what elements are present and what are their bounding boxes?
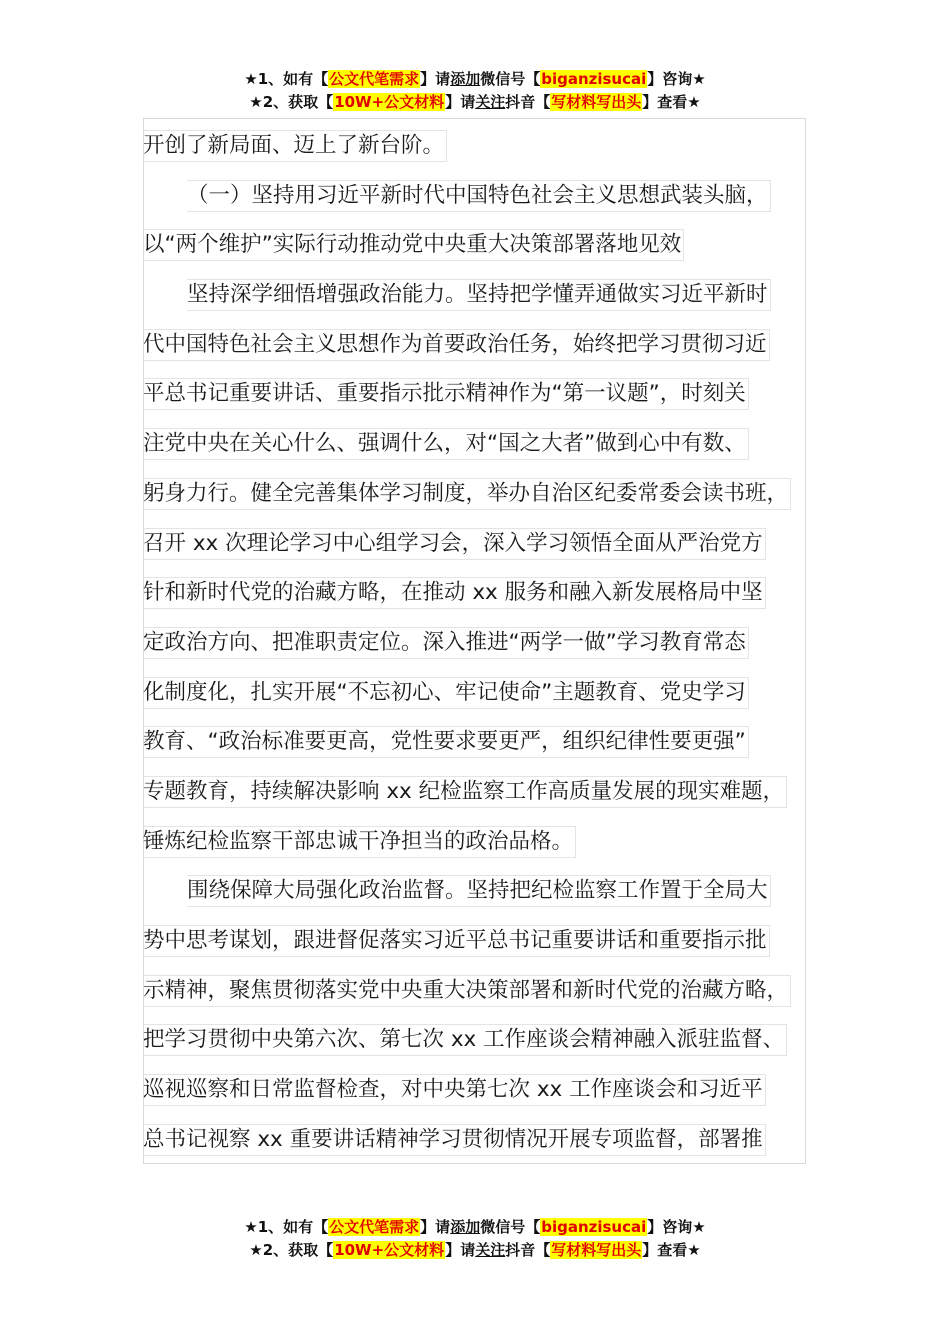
banner-text: 抖音【 (505, 93, 551, 111)
text-line (143, 1115, 823, 1165)
text-line-content: 躬身力行。健全完善集体学习制度，举办自治区纪委常委会读书班， (143, 478, 791, 510)
banner-underline: 关注 (475, 93, 506, 111)
banner-text: ★2、获取【 (249, 93, 334, 111)
text-line-content: 化制度化，扎实开展“不忘初心、牢记使命”主题教育、党史学习 (143, 677, 749, 709)
footer-banner (0, 1216, 950, 1262)
text-line-content: 召开 xx 次理论学习中心组学习会，深入学习领悟全面从严治党方 (143, 528, 766, 560)
text-line-content: 开创了新局面、迈上了新台阶。 (143, 130, 447, 162)
banner-highlight: 公文代笔需求 (329, 70, 420, 88)
text-line (143, 817, 823, 867)
banner-highlight: 写材料写出头 (551, 93, 642, 111)
text-line (143, 966, 823, 1016)
text-line-content: 注党中央在关心什么、强调什么，对“国之大者”做到心中有数、 (143, 428, 749, 460)
text-line-content: 专题教育，持续解决影响 xx 纪检监察工作高质量发展的现实难题， (143, 776, 787, 808)
text-line-content: 总书记视察 xx 重要讲话精神学习贯彻情况开展专项监督，部署推 (143, 1124, 766, 1156)
banner-text: ★1、如有【 (244, 70, 329, 88)
text-line-content: 教育、“政治标准要更高，党性要求要更严，组织纪律性要更强” (143, 726, 749, 758)
banner-text: 微信号【 (480, 1218, 541, 1236)
text-line (143, 568, 823, 618)
banner-text: 】请 (445, 1241, 476, 1259)
text-line (143, 369, 823, 419)
banner-line-2 (0, 1239, 950, 1262)
banner-highlight: 10W+公文材料 (334, 93, 445, 111)
text-line-content: 锤炼纪检监察干部忠诚干净担当的政治品格。 (143, 826, 576, 858)
text-line (143, 717, 823, 767)
text-line (143, 866, 823, 916)
text-line (143, 519, 823, 569)
banner-text: 抖音【 (505, 1241, 551, 1259)
banner-underline: 添加 (450, 1218, 481, 1236)
banner-text: 】请 (420, 1218, 451, 1236)
text-line-content: 定政治方向、把准职责定位。深入推进“两学一做”学习教育常态 (143, 627, 749, 659)
text-line-content: （一）坚持用习近平新时代中国特色社会主义思想武装头脑， (187, 180, 771, 212)
text-line-content: 巡视巡察和日常监督检查，对中央第七次 xx 工作座谈会和习近平 (143, 1074, 766, 1106)
banner-text: 】请 (445, 93, 476, 111)
banner-text: 】咨询★ (647, 70, 706, 88)
text-line-content: 势中思考谋划，跟进督促落实习近平总书记重要讲话和重要指示批 (143, 925, 770, 957)
text-line (143, 121, 823, 171)
banner-highlight: 公文代笔需求 (329, 1218, 420, 1236)
text-line (143, 916, 823, 966)
banner-text: 微信号【 (480, 70, 541, 88)
text-line-content: 代中国特色社会主义思想作为首要政治任务，始终把学习贯彻习近 (143, 329, 770, 361)
banner-text: 】咨询★ (647, 1218, 706, 1236)
text-line (143, 171, 823, 221)
text-line-content: 以“两个维护”实际行动推动党中央重大决策部署落地见效 (143, 229, 684, 261)
banner-underline: 关注 (475, 1241, 506, 1259)
text-line (143, 220, 823, 270)
text-line (143, 767, 823, 817)
banner-line-2 (0, 91, 950, 114)
text-line-content: 示精神，聚焦贯彻落实党中央重大决策部署和新时代党的治藏方略， (143, 975, 791, 1007)
banner-underline: 添加 (450, 70, 481, 88)
banner-highlight: biganzisucai (541, 1218, 647, 1236)
banner-line-1 (0, 68, 950, 91)
banner-text: ★2、获取【 (249, 1241, 334, 1259)
text-line-content: 针和新时代党的治藏方略，在推动 xx 服务和融入新发展格局中坚 (143, 577, 766, 609)
banner-text: 】查看★ (642, 93, 701, 111)
text-line-content: 把学习贯彻中央第六次、第七次 xx 工作座谈会精神融入派驻监督、 (143, 1024, 787, 1056)
banner-text: ★1、如有【 (244, 1218, 329, 1236)
text-line-content: 坚持深学细悟增强政治能力。坚持把学懂弄通做实习近平新时 (187, 279, 771, 311)
banner-highlight: 写材料写出头 (551, 1241, 642, 1259)
text-line (143, 320, 823, 370)
text-line (143, 668, 823, 718)
text-line-content: 围绕保障大局强化政治监督。坚持把纪检监察工作置于全局大 (187, 875, 771, 907)
banner-highlight: biganzisucai (541, 70, 647, 88)
text-line (143, 270, 823, 320)
header-banner (0, 68, 950, 114)
text-line (143, 1015, 823, 1065)
text-line-content: 平总书记重要讲话、重要指示批示精神作为“第一议题”，时刻关 (143, 378, 749, 410)
banner-text: 】请 (420, 70, 451, 88)
text-line (143, 618, 823, 668)
banner-highlight: 10W+公文材料 (334, 1241, 445, 1259)
banner-text: 】查看★ (642, 1241, 701, 1259)
text-line (143, 1065, 823, 1115)
text-line (143, 469, 823, 519)
banner-line-1 (0, 1216, 950, 1239)
document-body (143, 121, 823, 1164)
text-line (143, 419, 823, 469)
